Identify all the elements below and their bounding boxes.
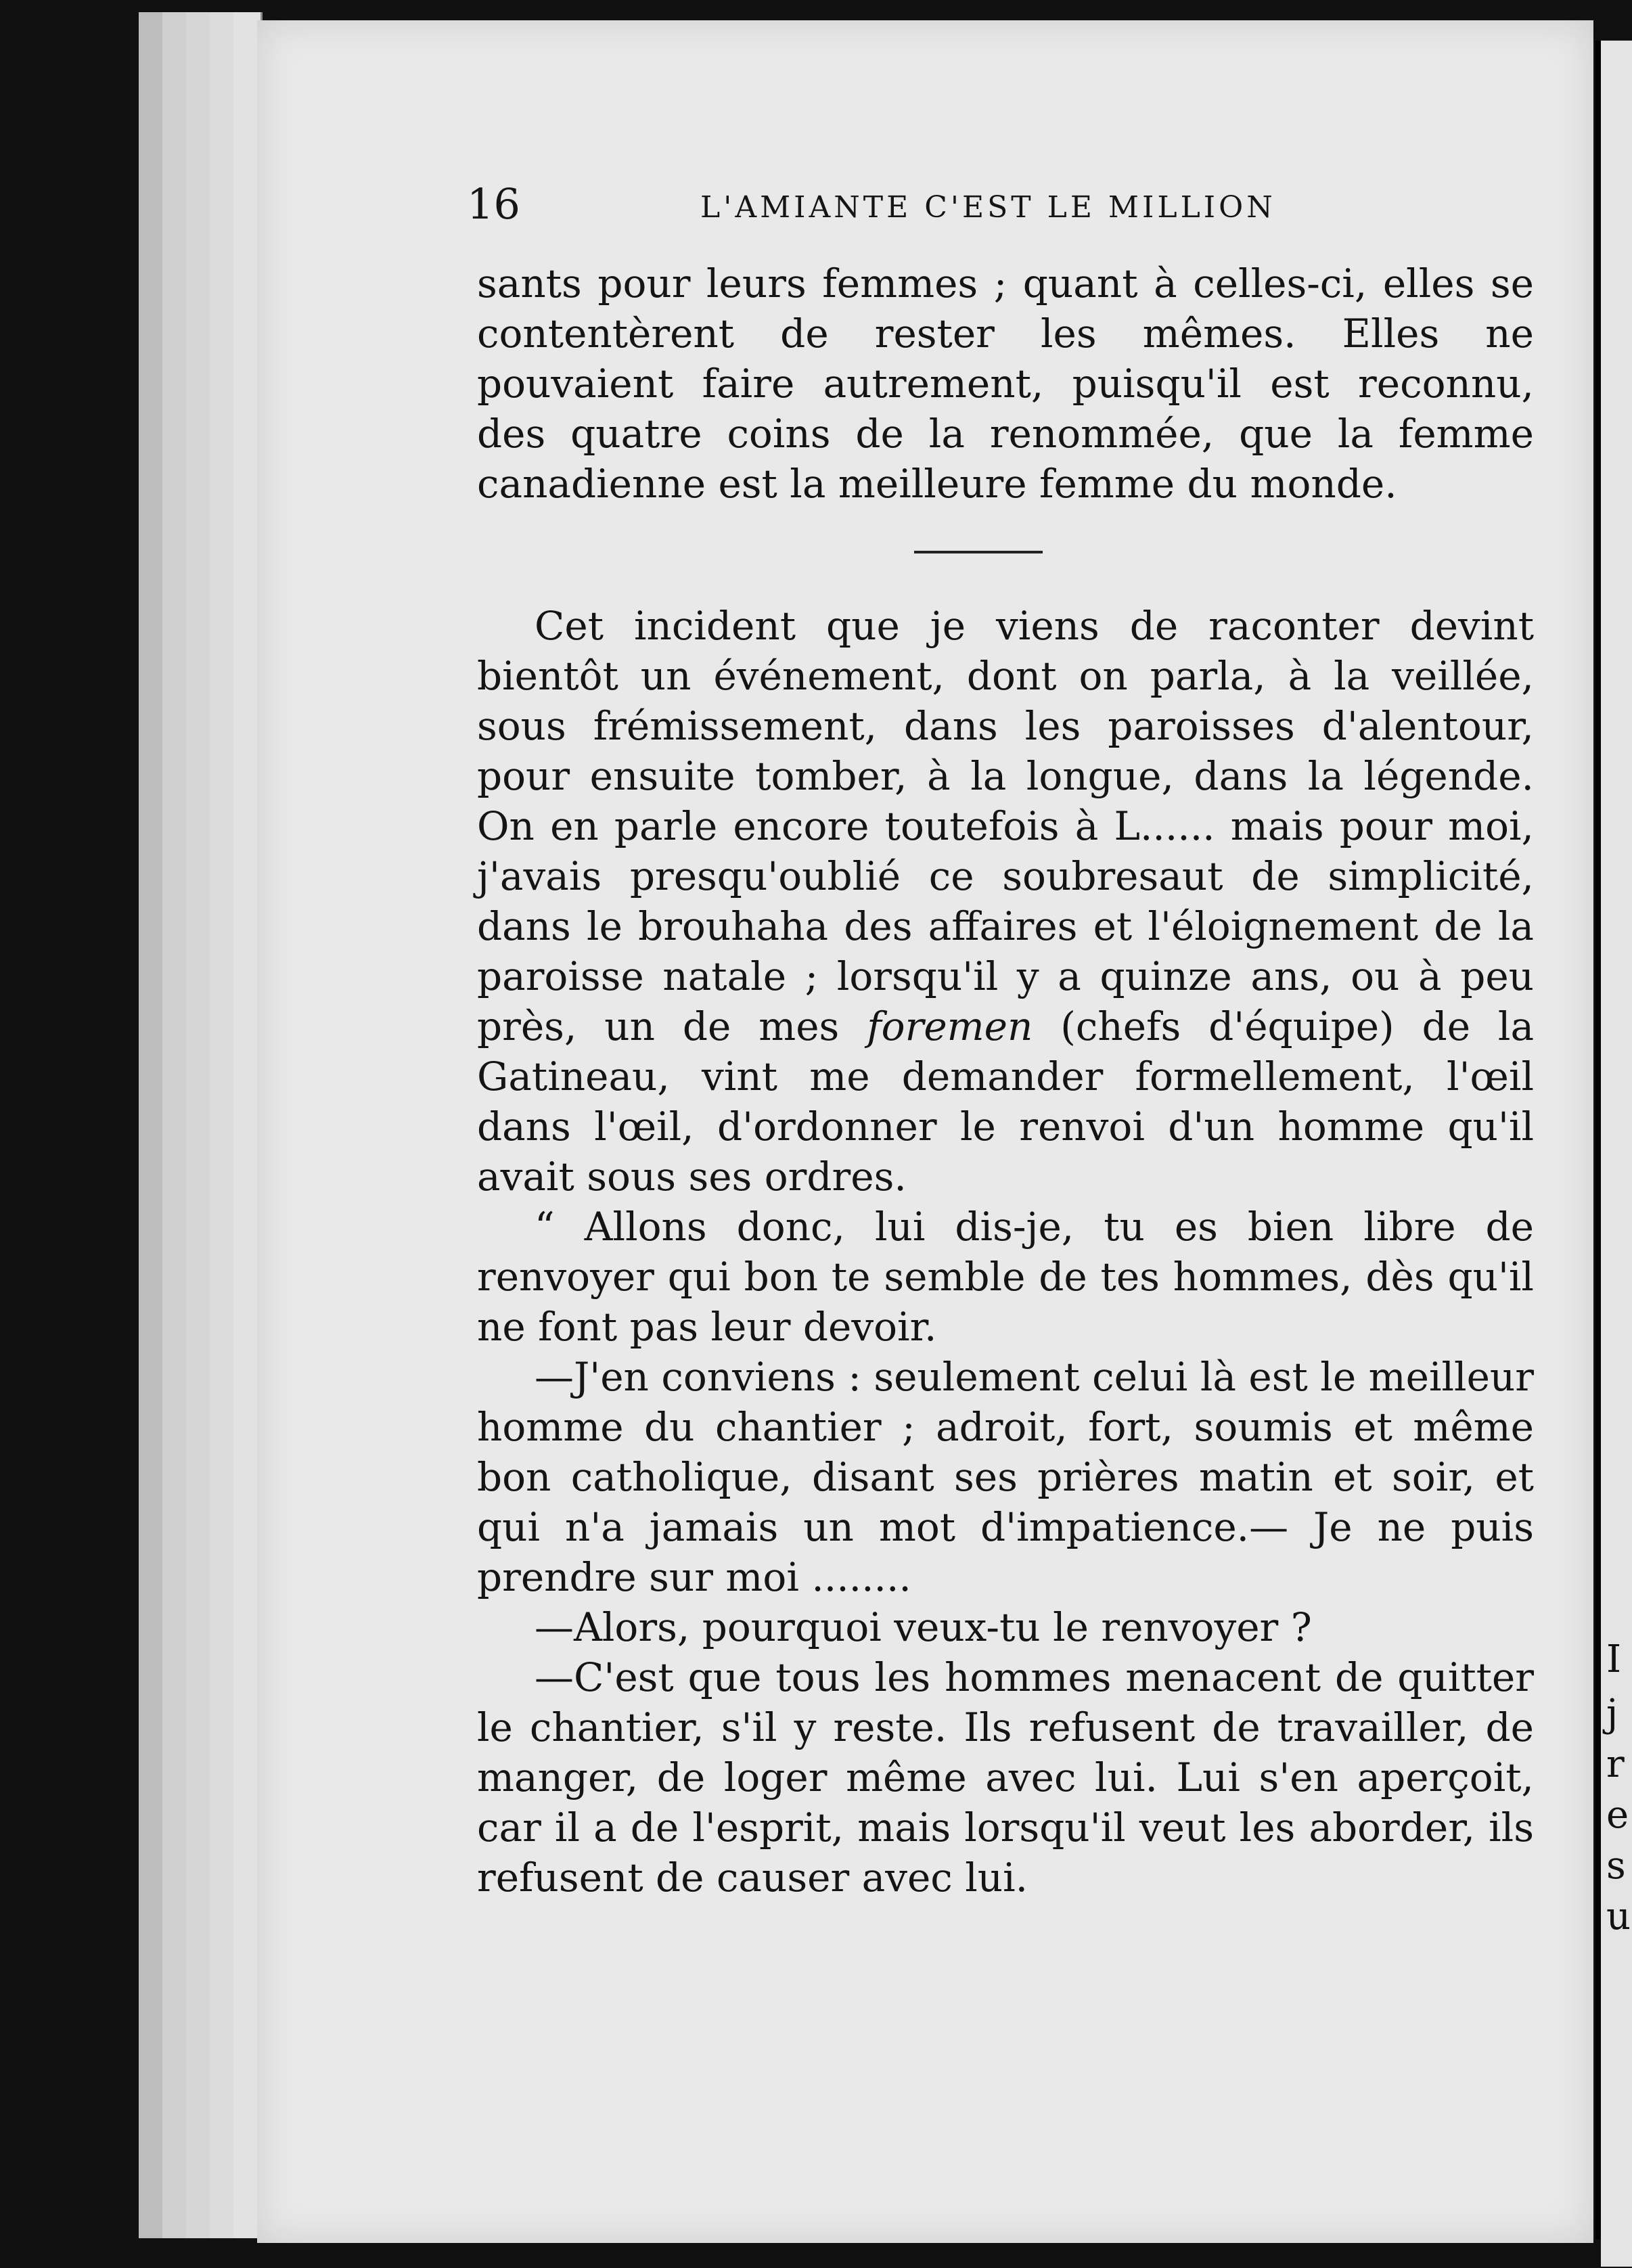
next-page-edge xyxy=(1601,41,1632,2267)
next-page-fragment: r xyxy=(1606,1742,1625,1786)
paragraph xyxy=(477,601,1534,1202)
next-page-fragment: u xyxy=(1606,1895,1631,1938)
paragraph: —J'en conviens : seulement celui là est le meilleur homme du chantier ; adroit, fort, soumis et même bon catholique, disant ses prières matin et soir, et qui n'a jamais un mot d'impatience.— Je ne puis prendre sur moi ........ xyxy=(477,1354,1534,1600)
binding-line xyxy=(1595,41,1601,2240)
next-page-fragment: e xyxy=(1606,1793,1629,1837)
paragraph: sants pour leurs femmes ; quant à celles-ci, elles se contentèrent de rester les mêmes. Elles ne pouvaient faire autrement, puisqu'il est reconnu, des quatre coins de la renommée, que la femme canadienne est la meilleure femme du monde. xyxy=(477,260,1534,507)
body-text xyxy=(477,258,1534,1903)
paragraph-text: Cet incident que je viens de raconter devint bientôt un événement, dont on parla, à la veillée, sous frémissement, dans les paroisses d'alentour, pour ensuite tomber, à la longue, dans la légende. On en parle encore toutefois à L...... mais pour moi, j'avais presqu'oublié ce soubresaut de simplicité, dans le brouhaha des affaires et l'éloignement de la paroisse natale ; lorsqu'il y a quinze ans, ou à peu près, un de mes xyxy=(477,603,1534,1049)
next-page-fragment: j xyxy=(1606,1692,1618,1736)
paragraph: —C'est que tous les hommes menacent de quitter le chantier, s'il y reste. Ils refusent de travailler, de manger, de loger même avec lui. Lui s'en aperçoit, car il a de l'esprit, mais lorsqu'il veut les aborder, ils refusent de causer avec lui. xyxy=(477,1654,1534,1901)
italic-word: foremen xyxy=(867,1003,1033,1049)
next-page-fragment: I xyxy=(1606,1637,1622,1681)
next-page-fragment: s xyxy=(1606,1844,1626,1888)
paragraph: —Alors, pourquoi veux-tu le renvoyer ? xyxy=(535,1604,1312,1650)
paragraph: “ Allons donc, lui dis-je, tu es bien libre de renvoyer qui bon te semble de tes hommes, dès qu'il ne font pas leur devoir. xyxy=(477,1204,1534,1350)
paragraph-text: (chefs d'équipe) de la Gatineau, vint me demander formellement, l'œil dans l'œil, d'ordonner le renvoi d'un homme qu'il avait sous ses ordres. xyxy=(477,1003,1535,1200)
page-number: 16 xyxy=(467,179,520,229)
section-divider xyxy=(914,551,1043,553)
running-title: L'AMIANTE C'EST LE MILLION xyxy=(700,190,1276,225)
